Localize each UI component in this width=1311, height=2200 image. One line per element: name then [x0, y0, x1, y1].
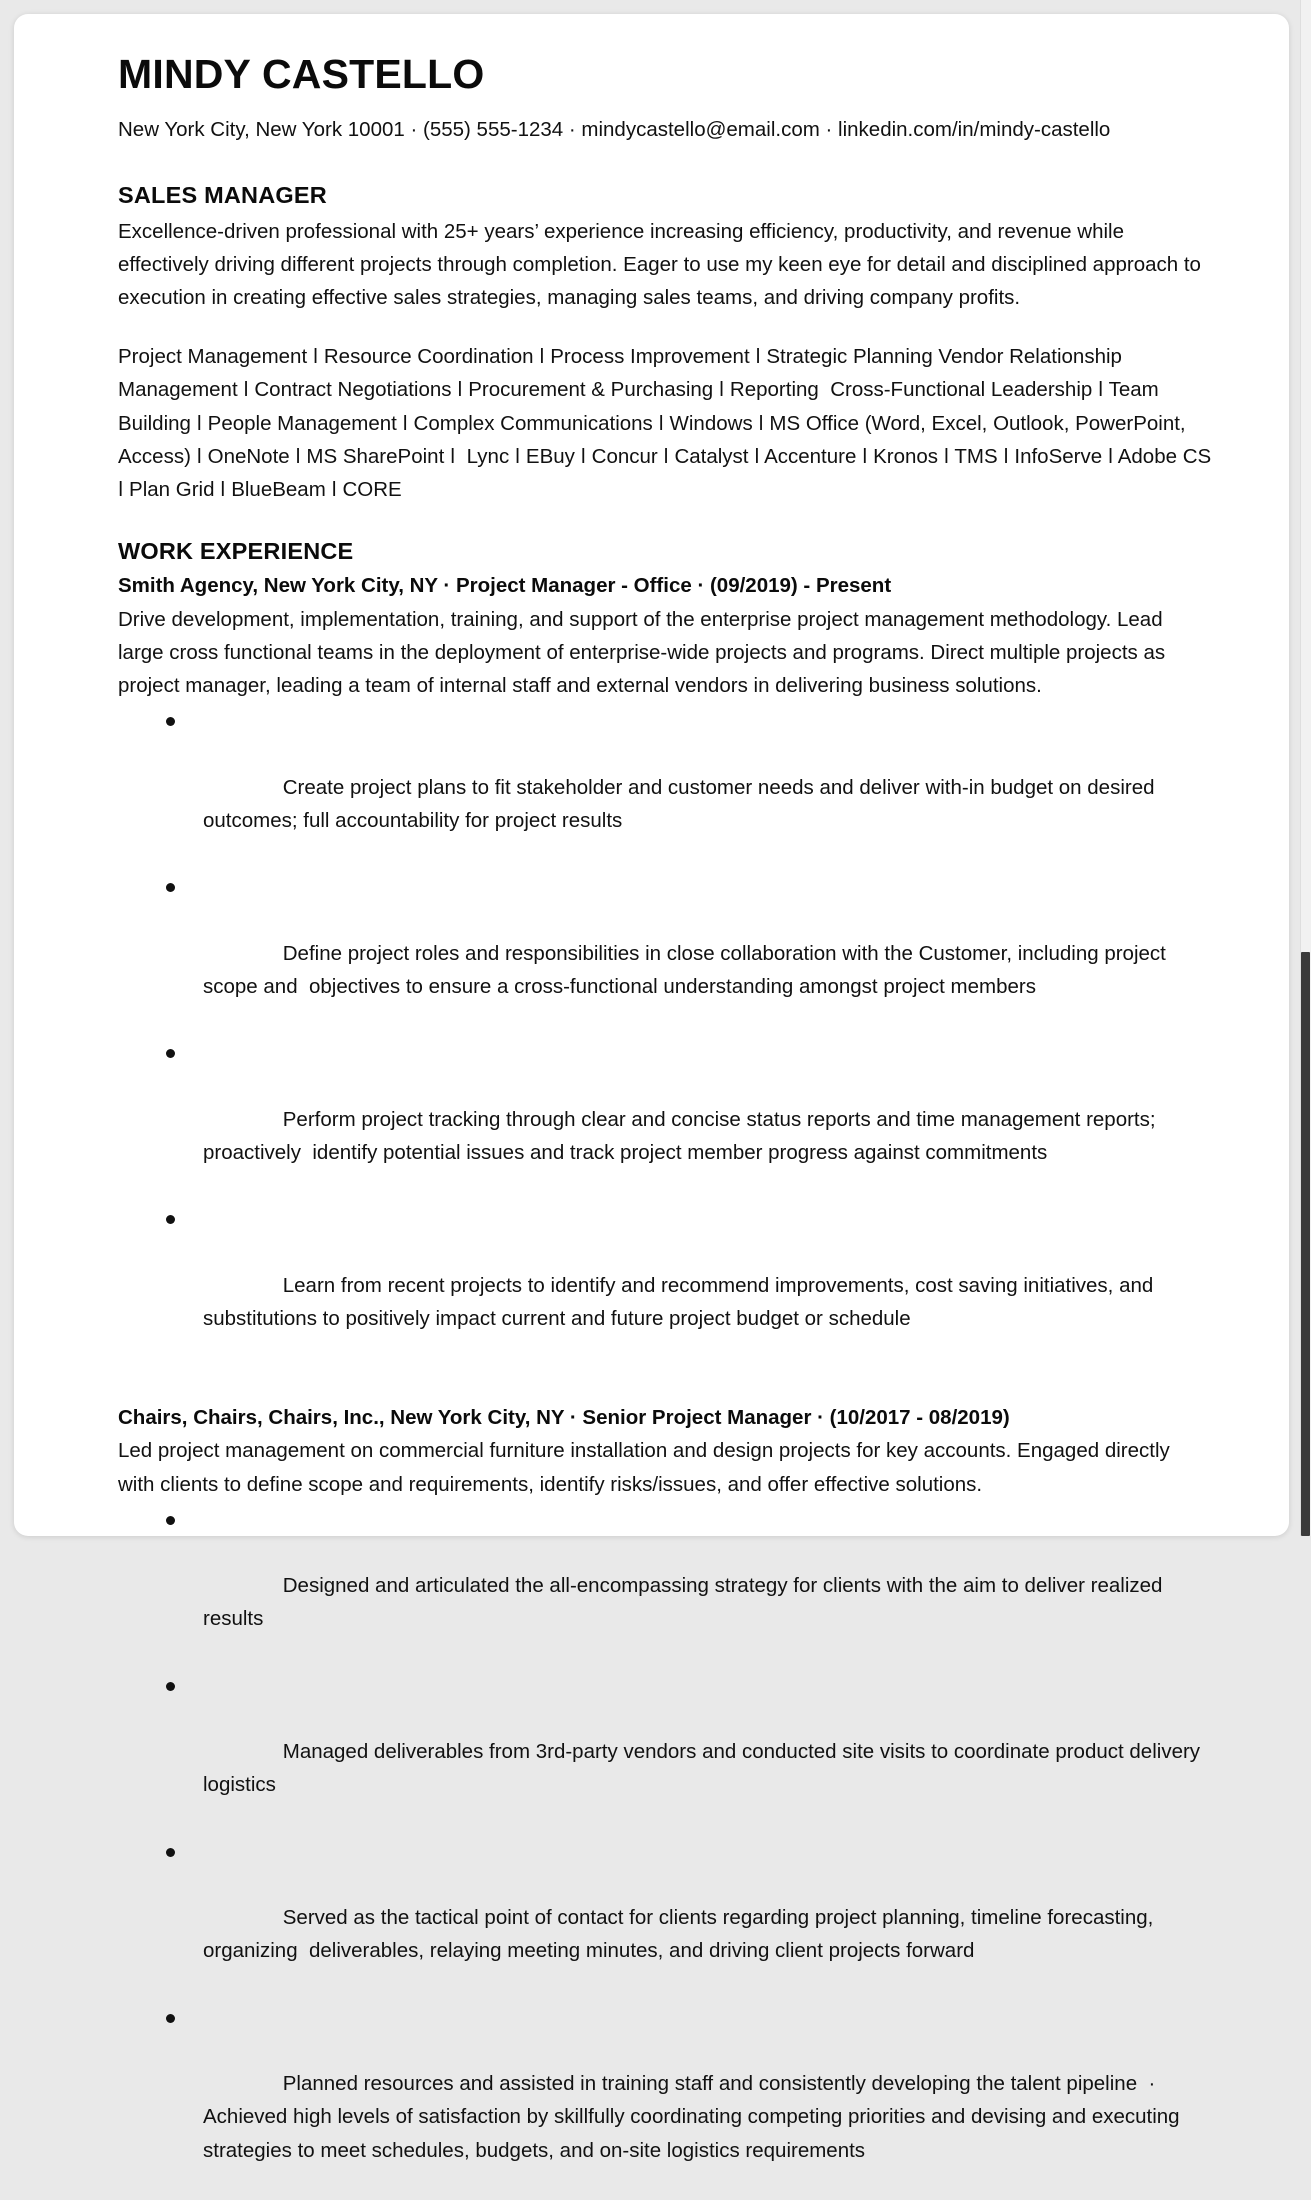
job-summary: Led project management on commercial furniture installation and design projects for key accounts. Engaged directly with clients to define scope and requirements, identify risks/issues, and offer effective solutions.: [118, 1439, 1182, 1496]
list-item: [118, 1669, 1217, 1835]
list-item: [118, 705, 1217, 871]
resume-document-card: [14, 14, 1289, 2162]
skills-list: Project Management ǀ Resource Coordination ǀ Process Improvement ǀ Strategic Planning Vendor Relationship Management ǀ Contract Negotiations ǀ Procurement & Purchasing ǀ Reporting Cross-Functional Leadership ǀ Team Building ǀ People Management ǀ Complex Communications ǀ Windows ǀ MS Office (Word, Excel, Outlook, PowerPoint, Access) ǀ OneNote ǀ MS SharePoint ǀ Lync ǀ EBuy ǀ Concur ǀ Catalyst ǀ Accenture ǀ Kronos ǀ TMS ǀ InfoServe ǀ Adobe CS ǀ Plan Grid ǀ BlueBeam ǀ CORE: [118, 345, 1217, 502]
bullet-dot-icon: [166, 1848, 175, 1857]
list-item: [118, 1037, 1217, 1203]
list-item: [118, 1835, 1217, 2001]
job-header: Chairs, Chairs, Chairs, Inc., New York City, NY · Senior Project Manager · (10/2017 - 08/2019): [118, 1405, 1010, 1429]
resume-content: [14, 14, 1289, 2200]
bullet-dot-icon: [166, 1215, 175, 1224]
contact-info-line: New York City, New York 10001 · (555) 555-1234 · mindycastello@email.com · linkedin.com/in/mindy-castello: [118, 117, 1111, 141]
bullet-dot-icon: [166, 2014, 175, 2023]
bullet-dot-icon: [166, 1682, 175, 1691]
section-heading-sales-manager: SALES MANAGER: [118, 181, 327, 208]
work-experience-section: [118, 538, 1217, 2200]
list-item: [118, 1503, 1217, 1669]
bullet-dot-icon: [166, 883, 175, 892]
list-item: [118, 871, 1217, 1037]
list-item-text: Learn from recent projects to identify and recommend improvements, cost saving initiatives, and substitutions to positively impact current and future project budget or schedule: [203, 1274, 1159, 1331]
list-item-text: Served as the tactical point of contact for clients regarding project planning, timeline forecasting, organizing deliverables, relaying meeting minutes, and driving client projects forward: [203, 1906, 1160, 1963]
section-heading-work-experience: WORK EXPERIENCE: [118, 538, 354, 565]
page-title: MINDY CASTELLO: [118, 51, 485, 97]
list-item-text: Designed and articulated the all-encompassing strategy for clients with the aim to deliver realized results: [203, 1574, 1169, 1631]
job-header: Smith Agency, New York City, NY · Project Manager - Office · (09/2019) - Present: [118, 574, 892, 598]
list-item: [118, 2001, 1217, 2200]
list-item-text: Managed deliverables from 3rd-party vendors and conducted site visits to coordinate product delivery logistics: [203, 1740, 1206, 1797]
professional-summary-paragraph: Excellence-driven professional with 25+ years’ experience increasing efficiency, productivity, and revenue while effectively driving different projects through completion. Eager to use my keen eye for detail and disciplined approach to execution in creating effective sales strategies, managing sales teams, and driving company profits.: [118, 219, 1207, 310]
list-item-text: Planned resources and assisted in training staff and consistently developing the talent pipeline · Achieved high levels of satisfaction by skillfully coordinating competing priorities and devising and executing strategies to meet schedules, budgets, and on-site logistics requirements: [203, 2072, 1191, 2162]
job-entry: [118, 571, 1217, 1368]
list-item: [118, 1203, 1217, 1369]
list-item-text: Create project plans to fit stakeholder and customer needs and deliver with-in budget on desired outcomes; full accountability for project results: [203, 776, 1161, 833]
job-bullet-list: [118, 1503, 1217, 2200]
bullet-dot-icon: [166, 1049, 175, 1058]
job-summary: Drive development, implementation, training, and support of the enterprise project management methodology. Lead large cross functional teams in the deployment of enterprise-wide projects and programs. Direct multiple projects as project manager, leading a team of internal staff and external vendors in delivering business solutions.: [118, 608, 1177, 698]
list-item-text: Perform project tracking through clear and concise status reports and time management reports; proactively identify potential issues and track project member progress against commitments: [203, 1108, 1162, 1165]
vertical-scrollbar-track[interactable]: [1300, 0, 1311, 1536]
bullet-dot-icon: [166, 717, 175, 726]
summary-section: [118, 182, 1217, 507]
bullet-dot-icon: [166, 1516, 175, 1525]
vertical-scrollbar-thumb[interactable]: [1301, 952, 1310, 1536]
list-item-text: Define project roles and responsibilities in close collaboration with the Customer, including project scope and objectives to ensure a cross-functional understanding amongst project members: [203, 942, 1172, 999]
job-entry: [118, 1403, 1217, 2200]
job-bullet-list: [118, 705, 1217, 1369]
